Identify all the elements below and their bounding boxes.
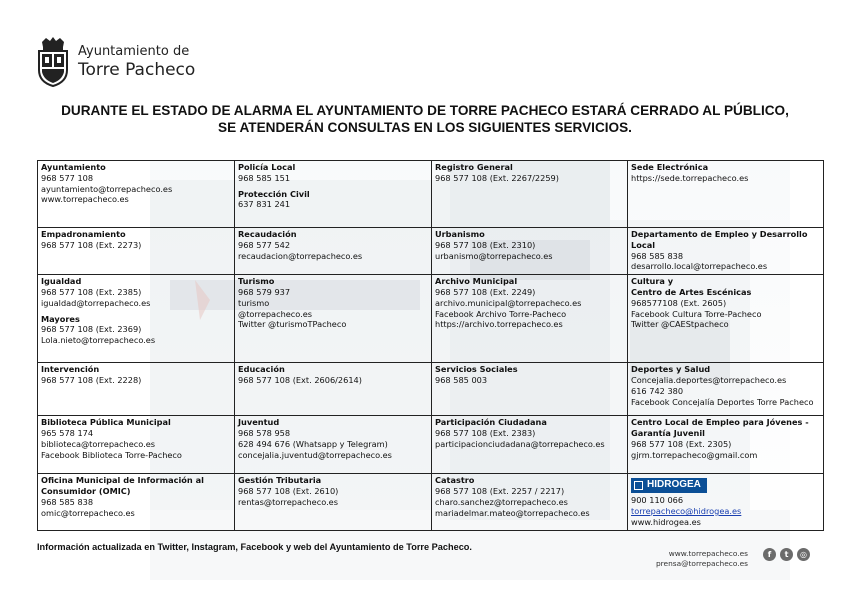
email[interactable]: Concejalia.deportes@torrepacheco.es xyxy=(631,374,787,385)
brand-line-1: Ayuntamiento de xyxy=(78,44,190,59)
cell-sede-electronica xyxy=(628,161,824,228)
table-row xyxy=(38,416,824,474)
service-title-proteccion-civil: Protección Civil xyxy=(238,188,310,199)
service-title: Recaudación xyxy=(238,229,297,239)
cell-urbanismo xyxy=(432,228,628,275)
facebook[interactable]: Facebook Concejalía Deportes Torre Pacheco xyxy=(631,396,814,407)
phone: 968 585 838 xyxy=(631,250,684,261)
service-title: Participación Ciudadana xyxy=(435,417,547,428)
service-title-cont: Consumidor (OMIC) xyxy=(41,485,131,496)
cell-servicios-sociales xyxy=(432,363,628,416)
cell-hidrogea xyxy=(628,474,824,530)
hidrogea-mark-icon xyxy=(634,481,643,490)
email[interactable]: igualdad@torrepacheco.es xyxy=(41,297,151,308)
table-row xyxy=(38,275,824,363)
service-title: Catastro xyxy=(435,475,475,486)
service-title: Servicios Sociales xyxy=(435,364,518,375)
service-title: Oficina Municipal de Información al xyxy=(41,475,204,486)
phone: 968 585 003 xyxy=(435,374,488,385)
instagram-icon[interactable]: ◎ xyxy=(797,548,810,561)
social-icons xyxy=(763,548,810,561)
notice-title-line-1: DURANTE EL ESTADO DE ALARMA EL AYUNTAMIENTO DE TORRE PACHECO ESTARÁ CERRADO AL PÚBLICO, xyxy=(61,103,789,118)
service-title: Intervención xyxy=(41,364,100,375)
cell-igualdad xyxy=(38,275,235,363)
table-row xyxy=(38,161,824,228)
cell-omic xyxy=(38,474,235,530)
website[interactable]: www.hidrogea.es xyxy=(631,516,701,527)
email[interactable]: urbanismo@torrepacheco.es xyxy=(435,250,553,261)
email[interactable]: gjrm.torrepacheco@gmail.com xyxy=(631,449,758,460)
notice-title xyxy=(0,102,850,136)
phone: 968 585 151 xyxy=(238,172,291,183)
email[interactable]: Lola.nieto@torrepacheco.es xyxy=(41,335,156,346)
phone: 637 831 241 xyxy=(238,199,291,210)
table-row xyxy=(38,474,824,530)
website[interactable]: https://archivo.torrepacheco.es xyxy=(435,319,563,330)
service-title-cont: Centro de Artes Escénicas xyxy=(631,286,752,297)
email[interactable]: desarrollo.local@torrepacheco.es xyxy=(631,261,768,272)
email[interactable]: biblioteca@torrepacheco.es xyxy=(41,438,156,449)
phone: 900 110 066 xyxy=(631,495,684,506)
service-title: Turismo xyxy=(238,276,275,287)
footer-website[interactable]: www.torrepacheco.es xyxy=(668,549,748,558)
phone: 968 577 108 (Ext. 2305) xyxy=(631,438,732,449)
service-title: Ayuntamiento xyxy=(41,162,106,172)
service-title: Educación xyxy=(238,364,285,375)
phone: 968 577 108 (Ext. 2385) xyxy=(41,286,142,297)
service-title: Gestión Tributaria xyxy=(238,475,322,486)
phone: 968 578 958 xyxy=(238,427,291,438)
cell-catastro xyxy=(432,474,628,530)
header xyxy=(36,34,195,90)
email[interactable]: mariadelmar.mateo@torrepacheco.es xyxy=(435,507,590,518)
cell-deportes-salud xyxy=(628,363,824,416)
cell-recaudacion xyxy=(235,228,432,275)
service-title-mayores: Mayores xyxy=(41,313,80,324)
phone: 968 577 108 xyxy=(41,172,94,183)
table-row xyxy=(38,228,824,275)
service-title: Igualdad xyxy=(41,276,82,287)
hidrogea-logo-text: HIDROGEA xyxy=(647,479,701,491)
phone: 968 577 108 (Ext. 2369) xyxy=(41,324,142,335)
cell-archivo-municipal xyxy=(432,275,628,363)
phone: 968 577 108 (Ext. 2383) xyxy=(435,427,536,438)
email[interactable]: concejalia.juventud@torrepacheco.es xyxy=(238,449,392,460)
facebook[interactable]: Facebook Archivo Torre-Pacheco xyxy=(435,308,567,319)
phone: 616 742 380 xyxy=(631,385,684,396)
phone: 968 579 937 xyxy=(238,286,291,297)
cell-gestion-tributaria xyxy=(235,474,432,530)
cell-cultura xyxy=(628,275,824,363)
twitter[interactable]: Twitter @turismoTPacheco xyxy=(238,319,347,330)
twitter[interactable]: Twitter @CAEStpacheco xyxy=(631,319,729,330)
cell-intervencion xyxy=(38,363,235,416)
services-table xyxy=(37,160,824,531)
phone: 968 577 108 (Ext. 2249) xyxy=(435,286,536,297)
cell-garantia-juvenil xyxy=(628,416,824,474)
phone: 968 577 108 (Ext. 2267/2259) xyxy=(435,172,559,183)
brand-line-2: Torre Pacheco xyxy=(78,59,196,80)
service-title: Registro General xyxy=(435,162,513,172)
phone: 968 577 108 (Ext. 2228) xyxy=(41,374,142,385)
facebook[interactable]: Facebook Cultura Torre-Pacheco xyxy=(631,308,762,319)
footer-email[interactable]: prensa@torrepacheco.es xyxy=(655,559,748,568)
email-link[interactable]: torrepacheco@hidrogea.es xyxy=(631,505,742,516)
cell-juventud xyxy=(235,416,432,474)
coat-of-arms-logo xyxy=(36,36,70,88)
cell-policia-local xyxy=(235,161,432,228)
phone: 968 577 108 (Ext. 2310) xyxy=(435,239,536,250)
email[interactable]: archivo.municipal@torrepacheco.es xyxy=(435,297,582,308)
website[interactable]: https://sede.torrepacheco.es xyxy=(631,172,749,183)
footer-contact xyxy=(630,549,748,569)
service-title: Biblioteca Pública Municipal xyxy=(41,417,171,428)
service-title: Archivo Municipal xyxy=(435,276,518,287)
service-title: Policía Local xyxy=(238,162,296,172)
service-title: Departamento de Empleo y Desarrollo Local xyxy=(631,229,808,250)
cell-empadronamiento xyxy=(38,228,235,275)
facebook-icon[interactable]: f xyxy=(763,548,776,561)
email-user[interactable]: turismo xyxy=(238,297,270,308)
phone: 968 585 838 xyxy=(41,496,94,507)
website[interactable]: www.torrepacheco.es xyxy=(41,194,129,205)
service-title: Cultura y xyxy=(631,276,674,287)
table-row xyxy=(38,363,824,416)
phone: 965 578 174 xyxy=(41,427,94,438)
phone: 968577108 (Ext. 2605) xyxy=(631,297,727,308)
cell-ayuntamiento xyxy=(38,161,235,228)
service-title: Centro Local de Empleo para Jóvenes - xyxy=(631,417,809,428)
email-domain[interactable]: @torrepacheco.es xyxy=(238,308,313,319)
facebook[interactable]: Facebook Biblioteca Torre-Pacheco xyxy=(41,449,182,460)
email[interactable]: charo.sanchez@torrepacheco.es xyxy=(435,496,568,507)
phone: 968 577 542 xyxy=(238,239,291,250)
twitter-icon[interactable]: t xyxy=(780,548,793,561)
service-title: Empadronamiento xyxy=(41,229,126,239)
service-title: Urbanismo xyxy=(435,229,485,239)
service-title: Sede Electrónica xyxy=(631,162,709,172)
phone: 968 577 108 (Ext. 2257 / 2217) xyxy=(435,485,565,496)
cell-registro-general xyxy=(432,161,628,228)
cell-biblioteca xyxy=(38,416,235,474)
service-title: Deportes y Salud xyxy=(631,364,711,375)
update-note: Información actualizada en Twitter, Instagram, Facebook y web del Ayuntamiento de Torre Pacheco. xyxy=(37,542,472,552)
phone: 968 577 108 (Ext. 2610) xyxy=(238,485,339,496)
phone: 968 577 108 (Ext. 2273) xyxy=(41,239,142,250)
cell-educacion xyxy=(235,363,432,416)
cell-turismo xyxy=(235,275,432,363)
email[interactable]: recaudacion@torrepacheco.es xyxy=(238,250,363,261)
phone: 968 577 108 (Ext. 2606/2614) xyxy=(238,374,362,385)
notice-title-line-2: SE ATENDERÁN CONSULTAS EN LOS SIGUIENTES SERVICIOS. xyxy=(218,120,632,135)
email[interactable]: rentas@torrepacheco.es xyxy=(238,496,338,507)
service-title: Juventud xyxy=(238,417,280,428)
service-title-cont: Garantía Juvenil xyxy=(631,427,705,438)
email[interactable]: ayuntamiento@torrepacheco.es xyxy=(41,183,173,194)
cell-empleo-desarrollo-local xyxy=(628,228,824,275)
email[interactable]: participacionciudadana@torrepacheco.es xyxy=(435,438,605,449)
phone-whatsapp: 628 494 676 (Whatsapp y Telegram) xyxy=(238,438,388,449)
email[interactable]: omic@torrepacheco.es xyxy=(41,507,135,518)
hidrogea-logo xyxy=(631,478,707,493)
cell-participacion-ciudadana xyxy=(432,416,628,474)
